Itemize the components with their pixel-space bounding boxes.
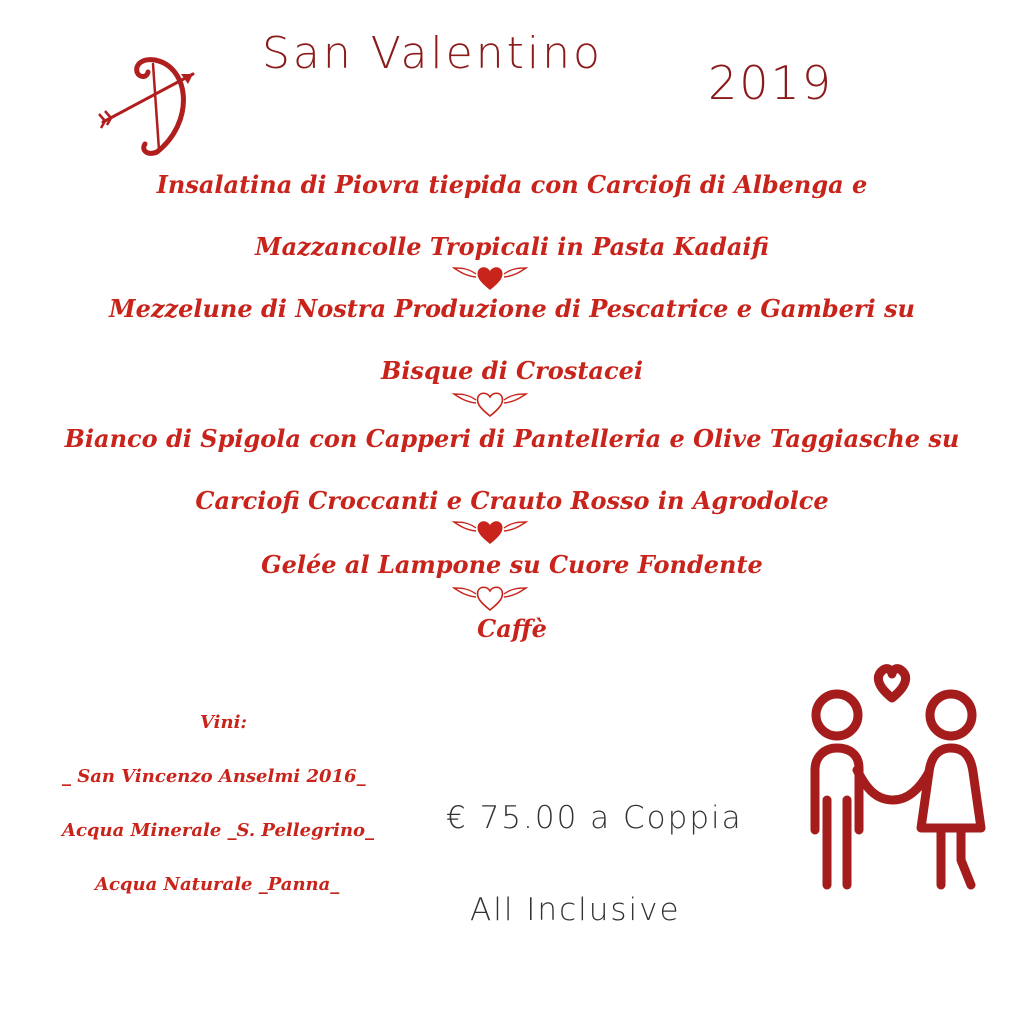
winged-heart-filled-icon: [452, 516, 528, 546]
winged-heart-filled-icon: [452, 262, 528, 292]
wine-item: Acqua Minerale _S. Pellegrino_: [62, 820, 375, 841]
menu-line-3: Mezzelune di Nostra Produzione di Pescatrice e Gamberi su: [109, 294, 915, 323]
menu-line-8: Caffè: [477, 614, 547, 643]
menu-line-4: Bisque di Crostacei: [381, 356, 643, 385]
all-inclusive-label: All Inclusive: [470, 892, 681, 928]
winged-heart-outline-icon: [452, 582, 528, 612]
menu-line-5: Bianco di Spigola con Capperi di Pantelleria e Olive Taggiasche su: [64, 424, 960, 453]
wine-item: _ San Vincenzo Anselmi 2016_: [62, 766, 366, 787]
price-label: € 75.00 a Coppia: [446, 800, 743, 836]
wine-item: Acqua Naturale _Panna_: [95, 874, 340, 895]
cupid-bow-arrow-icon: [95, 52, 205, 162]
wines-heading: Vini:: [200, 712, 248, 733]
menu-line-7: Gelée al Lampone su Cuore Fondente: [261, 550, 763, 579]
page-title: San Valentino: [262, 28, 603, 79]
page-year: 2019: [708, 56, 834, 110]
menu-line-2: Mazzancolle Tropicali in Pasta Kadaifi: [255, 232, 769, 261]
winged-heart-outline-icon: [452, 388, 528, 418]
couple-holding-hands-icon: [795, 660, 990, 900]
menu-line-1: Insalatina di Piovra tiepida con Carciofi di Albenga e: [156, 170, 868, 199]
menu-line-6: Carciofi Croccanti e Crauto Rosso in Agrodolce: [195, 486, 829, 515]
